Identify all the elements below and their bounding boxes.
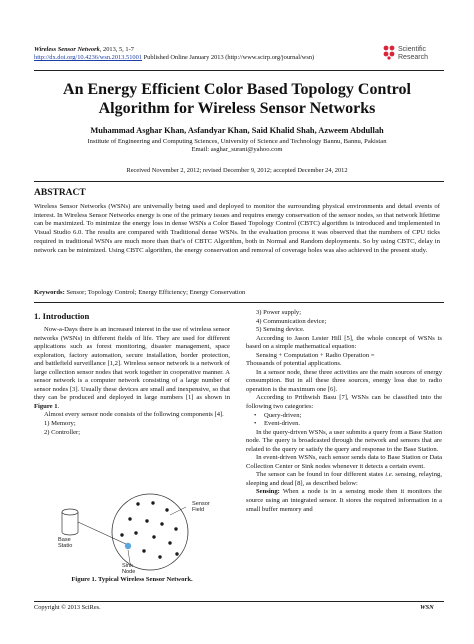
component-item-4: 4) Communication device; xyxy=(256,317,327,325)
scientific-research-logo xyxy=(382,44,442,66)
paragraph-event-driven: In event-driven WSNs, each sensor sends data to Base Station or Data Collection Center or Sink nodes whenever it detects a certain event. xyxy=(246,454,442,470)
keywords-text: Sensor; Topology Control; Energy Efficiency; Energy Conservation xyxy=(64,289,246,296)
base-station-icon xyxy=(62,509,78,535)
journal-name: Wireless Sensor Network xyxy=(34,46,100,53)
paragraph-sensor-energy: In a sensor node, these three activities are the main sources of energy consumption. But in all these three sources, energy loss due to radio operation is the maximum one [6]. xyxy=(246,368,442,393)
affiliation xyxy=(30,138,444,155)
paragraph-sensing: Sensing: When a node is in a sensing mode then it monitors the source using an integrated sensor. It stores the required information in a small buffer memory and xyxy=(246,488,442,513)
sink-node-label: Sink Node xyxy=(122,563,136,576)
journal-abbreviation: WSN xyxy=(420,604,434,611)
intro-paragraph-2: Almost every sensor node consists of the following components [4]. xyxy=(44,411,224,419)
figure-1-caption: Figure 1. Typical Wireless Sensor Network. xyxy=(71,576,193,583)
component-item-1: 1) Memory; xyxy=(44,420,76,428)
paper-title xyxy=(30,80,444,118)
keywords xyxy=(34,289,440,296)
keywords-rule xyxy=(34,302,444,303)
right-column xyxy=(246,309,442,514)
bullet-icon: • xyxy=(254,420,257,428)
journal-volume: , 2013, 5, 1-7 xyxy=(99,46,134,53)
keywords-label: Keywords: xyxy=(34,289,65,296)
sensor-field-circle xyxy=(112,494,188,570)
component-item-3: 3) Power supply; xyxy=(256,309,302,316)
sensor-field-label: Sensor Field xyxy=(192,501,210,514)
paragraph-basu: According to Prithwish Basu [7], WSNs can be classified into the following two categories: xyxy=(246,394,442,411)
equation-result: Thousands of potential applications. xyxy=(246,360,342,368)
paragraph-query-driven: In the query-driven WSNs, a user submits a query from a Base Station node. The query is broadcasted through the network and sensors that are related to the query or satisfy the query and response to the Base Station. xyxy=(246,428,442,453)
network-diagram xyxy=(50,477,230,577)
title-line-1: An Energy Efficient Color Based Topology Control xyxy=(63,81,411,98)
header-rule xyxy=(34,70,444,71)
doi-link[interactable]: http://dx.doi.org/10.4236/wsn.2013.51001 xyxy=(34,54,142,61)
title-line-2: Algorithm for Wireless Sensor Networks xyxy=(98,100,376,117)
bullet-icon: • xyxy=(254,411,257,419)
component-item-5: 5) Sensing device. xyxy=(256,326,305,334)
received-dates: Received November 2, 2012; revised December 9, 2012; accepted December 24, 2012 xyxy=(126,167,348,174)
equation: Sensing + Computation + Radio Operation = xyxy=(256,351,375,359)
bullet-query-driven: • Query-driven; xyxy=(254,411,302,419)
sink-node-icon xyxy=(125,543,131,549)
bullet-event-driven: • Event-driven. xyxy=(254,420,301,428)
journal-header xyxy=(34,46,314,62)
intro-paragraph-1: Now-a-Days there is an increased interest in the use of wireless sensor networks (WSNs) in different fields of life. They are used for different applications such as forest monitoring, disaster management, space exploration, factory automation, secure installation, border protection, and battlefield surveillance [1,2]. Wireless sensor network is a network of large collection sensor nodes that work together in cooperative manner. A sensor network is a computer network consisting of a large number of sensor nodes [3]. Usually these devices are small and inexpensive, so that they can be produced and deployed in large numbers [1] as shown in Figure 1. xyxy=(34,326,230,410)
abstract-top-rule xyxy=(34,181,444,182)
abstract-heading: ABSTRACT xyxy=(34,188,86,198)
base-station-label: Base Statio xyxy=(58,537,73,550)
section-heading-introduction: 1. Introduction xyxy=(34,311,90,321)
left-column xyxy=(34,326,230,437)
figure-1-network-diagram xyxy=(50,477,230,577)
institution: Institute of Engineering and Computing Sciences, University of Science and Technology Bannu, Bannu, Pakistan xyxy=(87,138,387,145)
logo-line-2: Research xyxy=(398,54,428,61)
footer-rule xyxy=(34,601,444,602)
published-note: Published Online January 2013 (http://www.scirp.org/journal/wsn) xyxy=(142,54,315,61)
abstract-text: Wireless Sensor Networks (WSNs) are universally being used and deployed to monitor the surrounding physical environments and detail events of interest. In Wireless Sensor Networks energy is one of the primary issues and requires energy conservation of the sensor nodes, so that network lifetime can be maximized. To minimize the energy loss in dense WSNs a Color Based Topology Control (CBTC) algorithm is introduced and implemented in Visual Studio 6.0. The results are compared with Traditional dense WSNs. In the evaluation process it was observed that the numbers of CPU ticks required in traditional WSNs are much more than that’s of CBTC Algorithm, both in Normal and Random deployments. So by using CBTC, delay in network can be minimized. Using CBTC algorithm, the energy conservation and removal of coverage holes was also achieved in the present study. xyxy=(34,203,440,254)
logo-line-1: Scientific xyxy=(398,46,427,53)
authors: Muhammad Asghar Khan, Asfandyar Khan, Said Khalid Shah, Azweem Abdullah xyxy=(90,126,384,135)
paragraph-states: The sensor can be found in four different states i.e. sensing, relaying, sleeping and dead [8], as described below: xyxy=(246,471,442,487)
paragraph-hill: According to Jason Lester Hill [5], the whole concept of WSNs is based on a simple mathematical equation: xyxy=(246,334,442,351)
component-item-2: 2) Controller; xyxy=(44,428,81,436)
copyright: Copyright © 2013 SciRes. xyxy=(34,604,101,611)
scirp-logo-icon xyxy=(382,44,396,60)
email: Email: asghar_surani@yahoo.com xyxy=(191,146,283,154)
figure-1-ref: Figure 1 xyxy=(34,402,58,410)
